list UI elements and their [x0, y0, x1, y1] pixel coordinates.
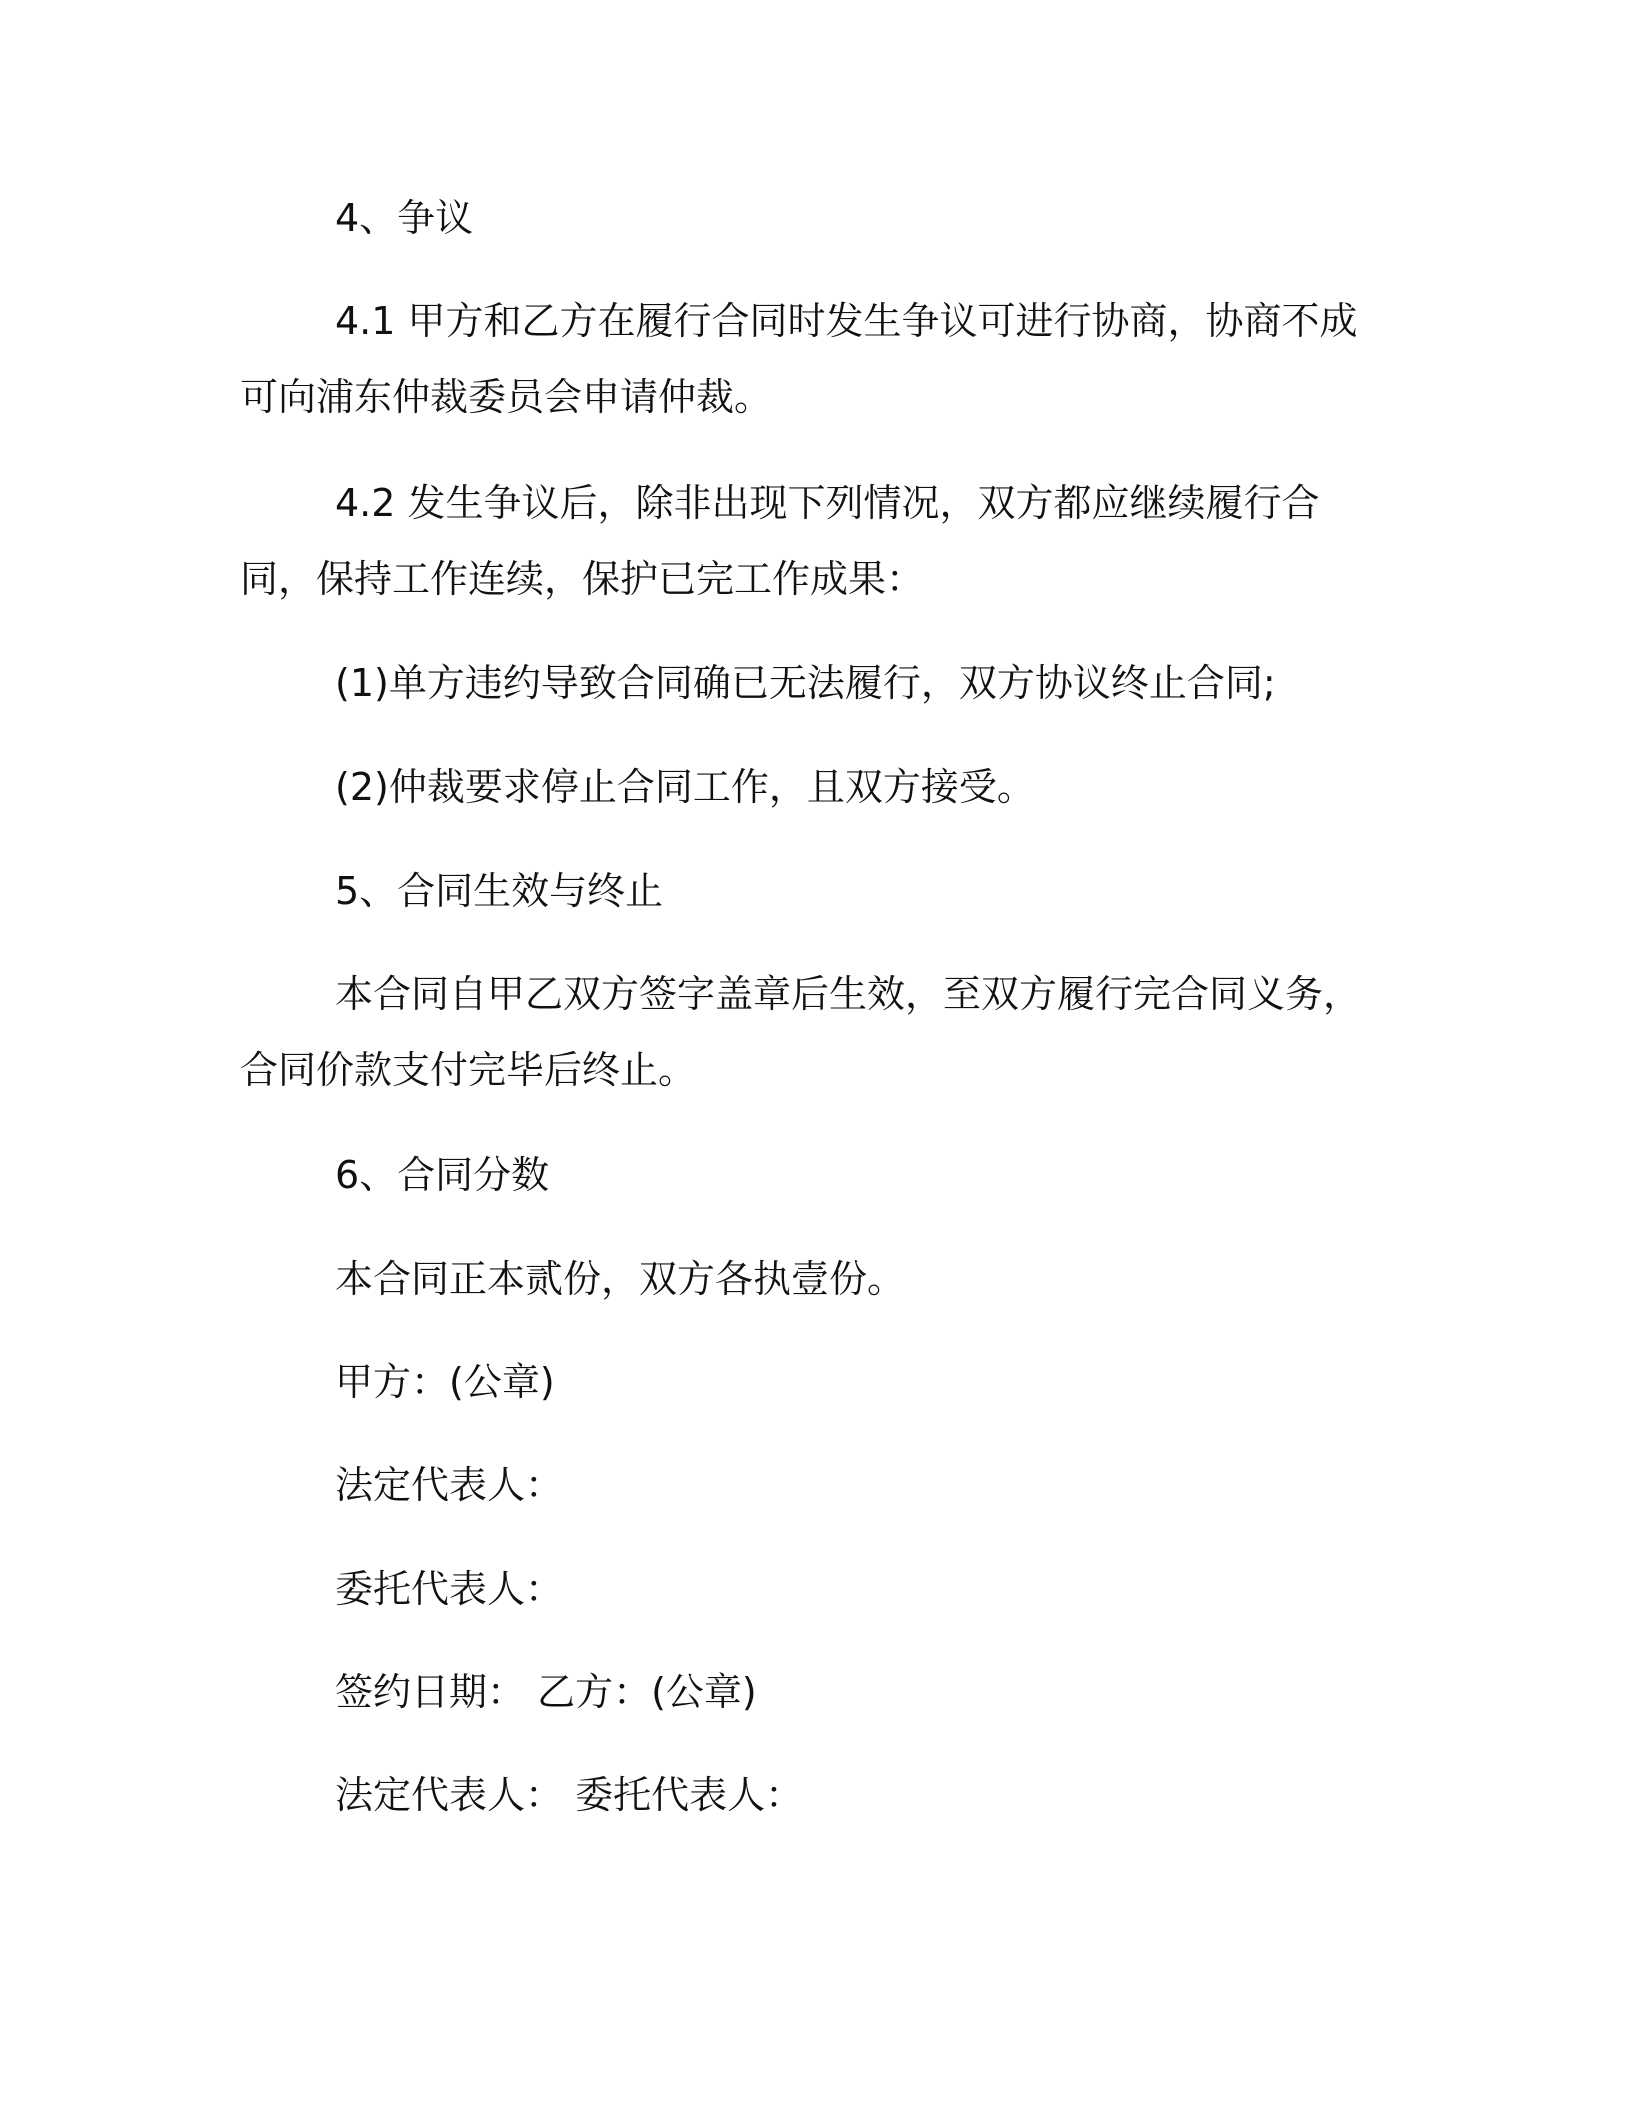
- list-item-1: (1)单方违约导致合同确已无法履行，双方协议终止合同;: [335, 661, 1276, 705]
- paragraph-4-1: 4.1 甲方和乙方在履行合同时发生争议可进行协商，协商不成可向浦东仲裁委员会申请仲裁。: [240, 299, 1358, 419]
- legal-entrusted-representatives: 法定代表人： 委托代表人：: [335, 1773, 804, 1817]
- paragraph-5: 本合同自甲乙双方签字盖章后生效，至双方履行完合同义务，合同价款支付完毕后终止。: [240, 972, 1362, 1092]
- legal-representative-label: 法定代表人：: [335, 1463, 564, 1507]
- paragraph-4-2: 4.2 发生争议后，除非出现下列情况，双方都应继续履行合同，保持工作连续，保护已完工作成果：: [240, 481, 1320, 601]
- list-item-2: (2)仲裁要求停止合同工作，且双方接受。: [335, 765, 1035, 809]
- sign-date-party-b: 签约日期： 乙方：(公章): [335, 1670, 757, 1714]
- entrusted-representative-label: 委托代表人：: [335, 1567, 564, 1611]
- section-5-heading: 5、合同生效与终止: [335, 869, 664, 913]
- section-6-heading: 6、合同分数: [335, 1153, 550, 1197]
- party-a-seal: 甲方：(公章): [335, 1360, 555, 1404]
- paragraph-6: 本合同正本贰份，双方各执壹份。: [335, 1257, 906, 1301]
- section-4-heading: 4、争议: [335, 196, 474, 240]
